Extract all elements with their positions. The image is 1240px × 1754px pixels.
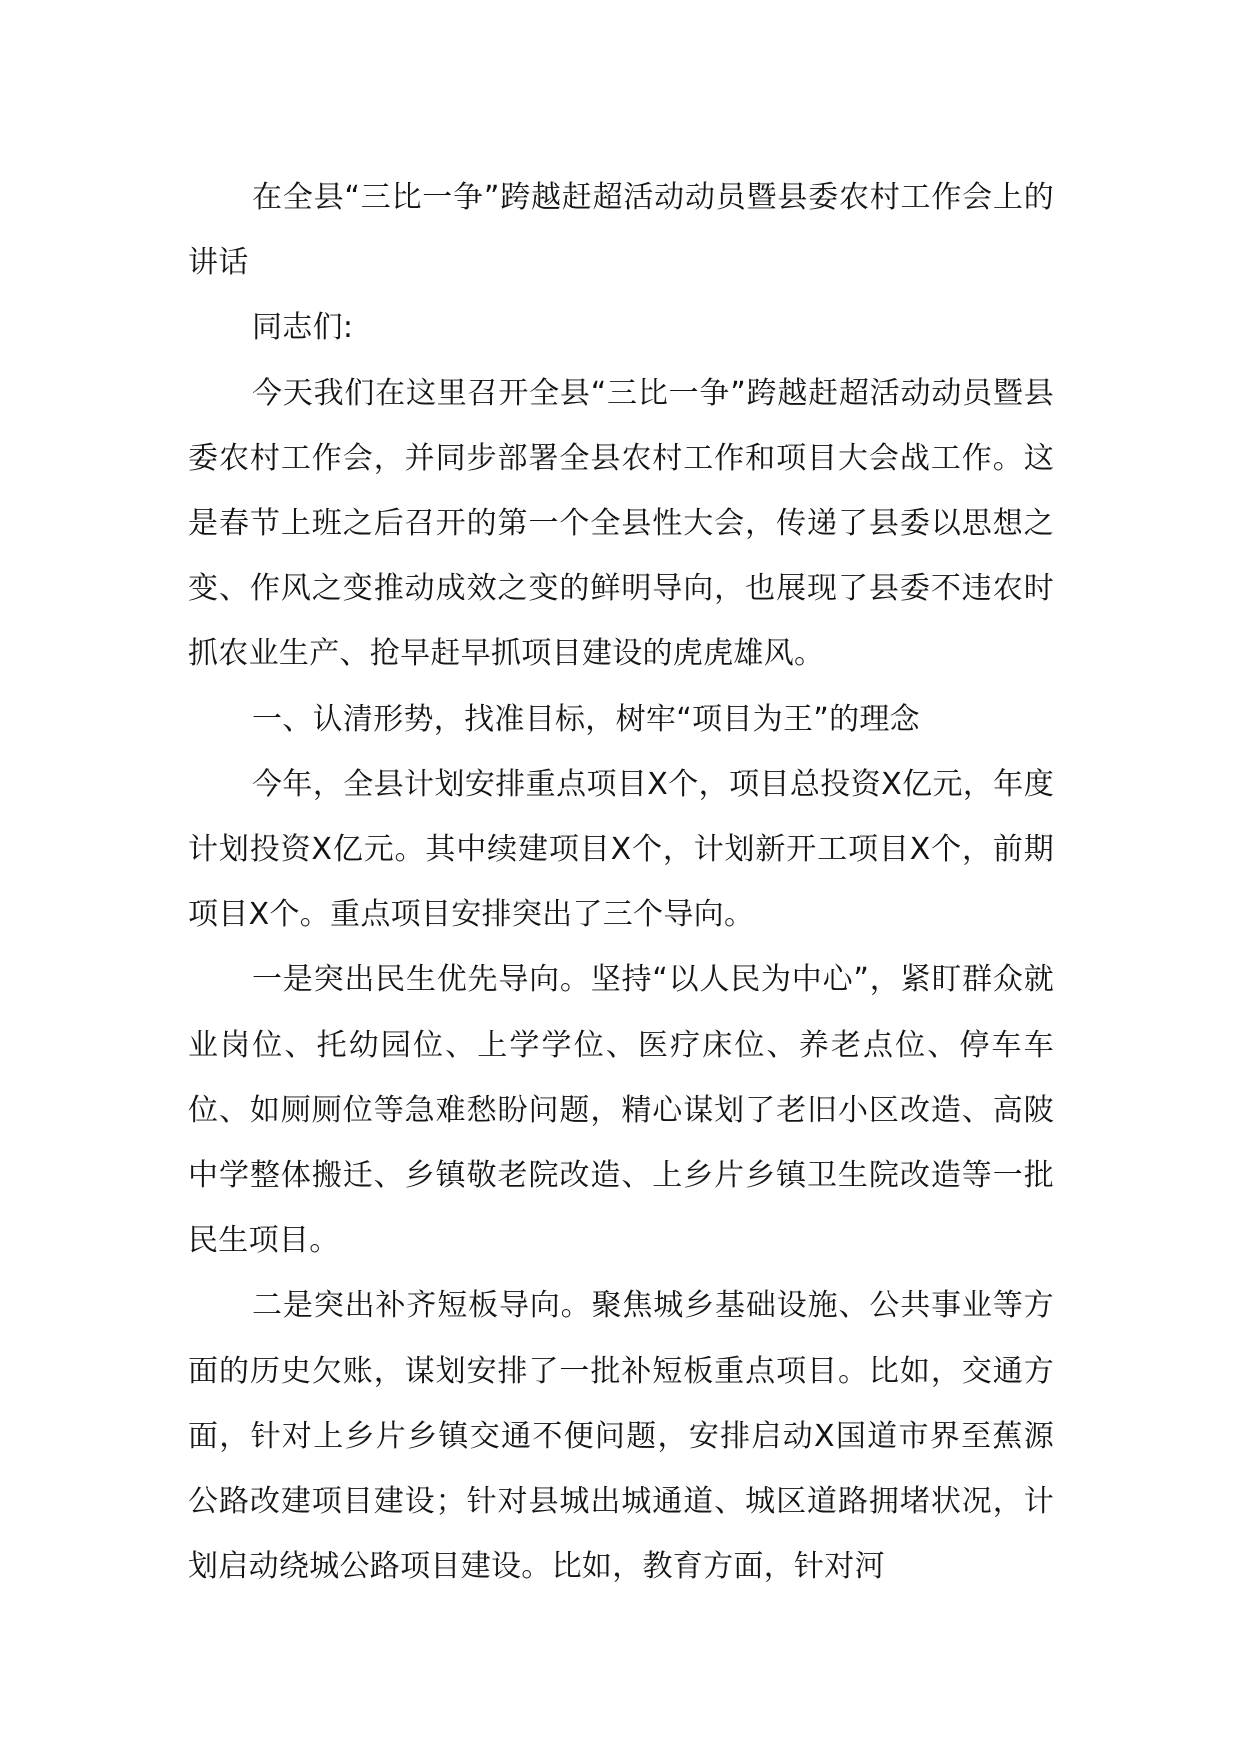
body-paragraph: 今天我们在这里召开全县“三比一争”跨越赶超活动动员暨县委农村工作会，并同步部署全县农村工作和项目大会战工作。这是春节上班之后召开的第一个全县性大会，传递了县委以思想之变、作风之变推动成效之变的鲜明导向，也展现了县委不违农时抓农业生产、抢早赶早抓项目建设的虎虎雄风。	[188, 375, 1054, 672]
body-paragraph: 二是突出补齐短板导向。聚焦城乡基础设施、公共事业等方面的历史欠账，谋划安排了一批补短板重点项目。比如，交通方面，针对上乡片乡镇交通不便问题，安排启动X国道市界至蕉源公路改建项目建设；针对县城出城通道、城区道路拥堵状况，计划启动绕城公路项目建设。比如，教育方面，针对河	[188, 1288, 1054, 1585]
document-body	[188, 165, 1054, 1599]
section-heading: 一、认清形势，找准目标，树牢“项目为王”的理念	[252, 701, 920, 737]
body-paragraph: 一是突出民生优先导向。坚持“以人民为中心”，紧盯群众就业岗位、托幼园位、上学学位、医疗床位、养老点位、停车车位、如厕厕位等急难愁盼问题，精心谋划了老旧小区改造、高陂中学整体搬迁、乡镇敬老院改造、上乡片乡镇卫生院改造等一批民生项目。	[188, 962, 1054, 1259]
salutation: 同志们:	[252, 310, 354, 346]
document-title: 在全县“三比一争”跨越赶超活动动员暨县委农村工作会上的讲话	[188, 180, 1054, 281]
body-paragraph: 今年，全县计划安排重点项目X个，项目总投资X亿元，年度计划投资X亿元。其中续建项目X个，计划新开工项目X个，前期项目X个。重点项目安排突出了三个导向。	[188, 766, 1054, 933]
